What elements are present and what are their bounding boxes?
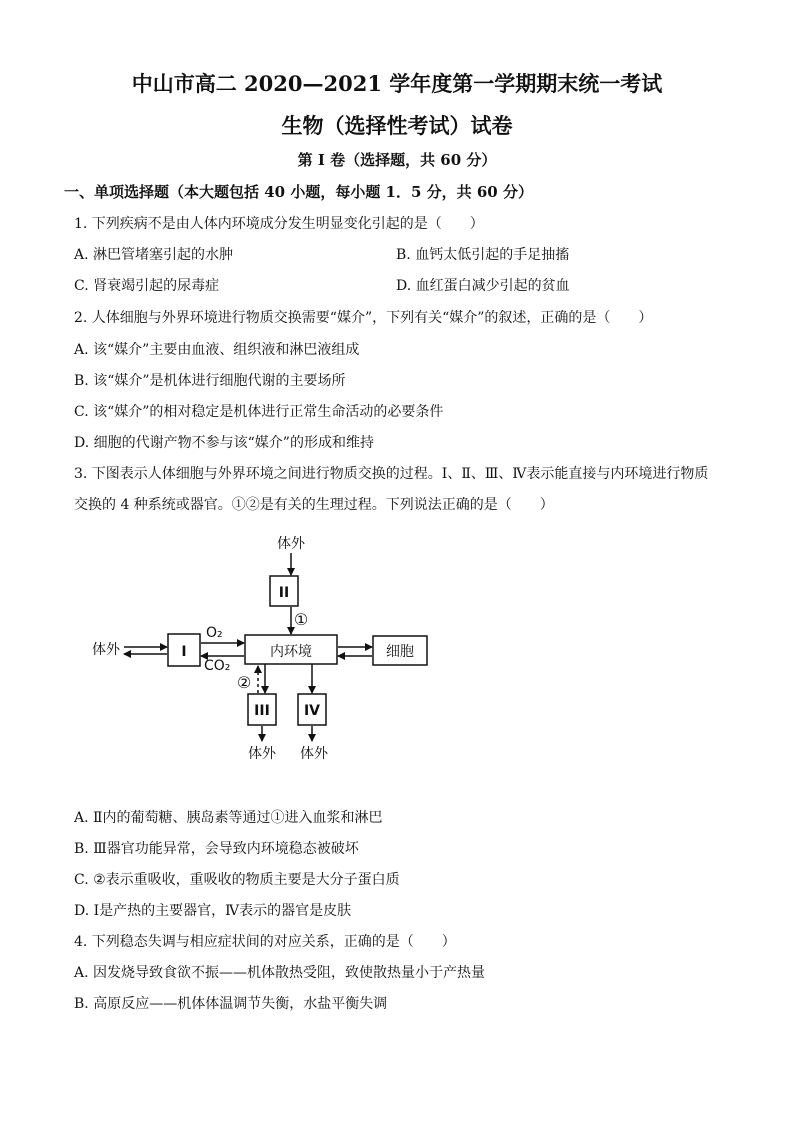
question-4-option-a: A. 因发烧导致食欲不振——机体散热受阻，致使散热量小于产热量 — [74, 965, 486, 981]
exam-subtitle: 生物（选择性考试）试卷 — [281, 113, 513, 138]
question-3-stem-line1: 3. 下图表示人体细胞与外界环境之间进行物质交换的过程。Ⅰ、Ⅱ、Ⅲ、Ⅳ表示能直接与内环境进行物质 — [74, 466, 709, 482]
question-2-stem: 2. 人体细胞与外界环境进行物质交换需要“媒介”，下列有关“媒介”的叙述，正确的是（ ） — [74, 310, 653, 326]
label-outside-iv: 体外 — [300, 746, 328, 762]
question-1-stem: 1. 下列疾病不是由人体内环境成分发生明显变化引起的是（ ） — [74, 216, 484, 232]
question-1-option-d: D. 血红蛋白减少引起的贫血 — [396, 278, 570, 294]
label-internal-environment: 内环境 — [270, 644, 312, 660]
exam-title: 中山市高二 2020—2021 学年度第一学期期末统一考试 — [131, 71, 663, 96]
question-3-option-a: A. Ⅱ内的葡萄糖、胰岛素等通过①进入血浆和淋巴 — [74, 810, 383, 826]
question-2-option-b: B. 该“媒介”是机体进行细胞代谢的主要场所 — [74, 373, 346, 389]
question-4-option-b: B. 高原反应——机体体温调节失衡，水盐平衡失调 — [74, 996, 388, 1012]
question-3-stem-line2: 交换的 4 种系统或器官。①②是有关的生理过程。下列说法正确的是（ ） — [74, 497, 554, 513]
question-2-option-c: C. 该“媒介”的相对稳定是机体进行正常生命活动的必要条件 — [74, 404, 444, 420]
question-2-option-a: A. 该“媒介”主要由血液、组织液和淋巴液组成 — [74, 342, 360, 358]
question-3-option-c: C. ②表示重吸收，重吸收的物质主要是大分子蛋白质 — [74, 872, 400, 888]
question-1-option-a: A. 淋巴管堵塞引起的水肿 — [74, 247, 234, 263]
section-heading: 一、单项选择题（本大题包括 40 小题，每小题 1．5 分，共 60 分） — [64, 183, 533, 201]
label-process-2: ② — [236, 673, 252, 692]
label-co2: CO₂ — [204, 658, 231, 674]
label-box-iii: III — [254, 703, 270, 719]
label-box-ii: II — [278, 585, 290, 601]
label-box-i: I — [181, 644, 187, 660]
label-box-iv: IV — [303, 703, 321, 719]
label-cell: 细胞 — [386, 644, 414, 660]
label-outside-top: 体外 — [277, 536, 305, 552]
question-4-stem: 4. 下列稳态失调与相应症状间的对应关系，正确的是（ ） — [74, 934, 456, 950]
label-process-1: ① — [293, 610, 309, 629]
question-1-option-b: B. 血钙太低引起的手足抽搐 — [396, 247, 570, 263]
label-outside-left: 体外 — [92, 642, 120, 658]
question-3-option-b: B. Ⅲ器官功能异常，会导致内环境稳态被破坏 — [74, 841, 359, 857]
question-3-option-d: D. Ⅰ是产热的主要器官，Ⅳ表示的器官是皮肤 — [74, 903, 352, 919]
part-heading: 第 I 卷（选择题，共 60 分） — [297, 151, 497, 169]
label-outside-iii: 体外 — [248, 746, 276, 762]
question-2-option-d: D. 细胞的代谢产物不参与该“媒介”的形成和维持 — [74, 435, 374, 451]
question-1-option-c: C. 肾衰竭引起的尿毒症 — [74, 278, 220, 294]
label-o2: O₂ — [206, 625, 223, 641]
